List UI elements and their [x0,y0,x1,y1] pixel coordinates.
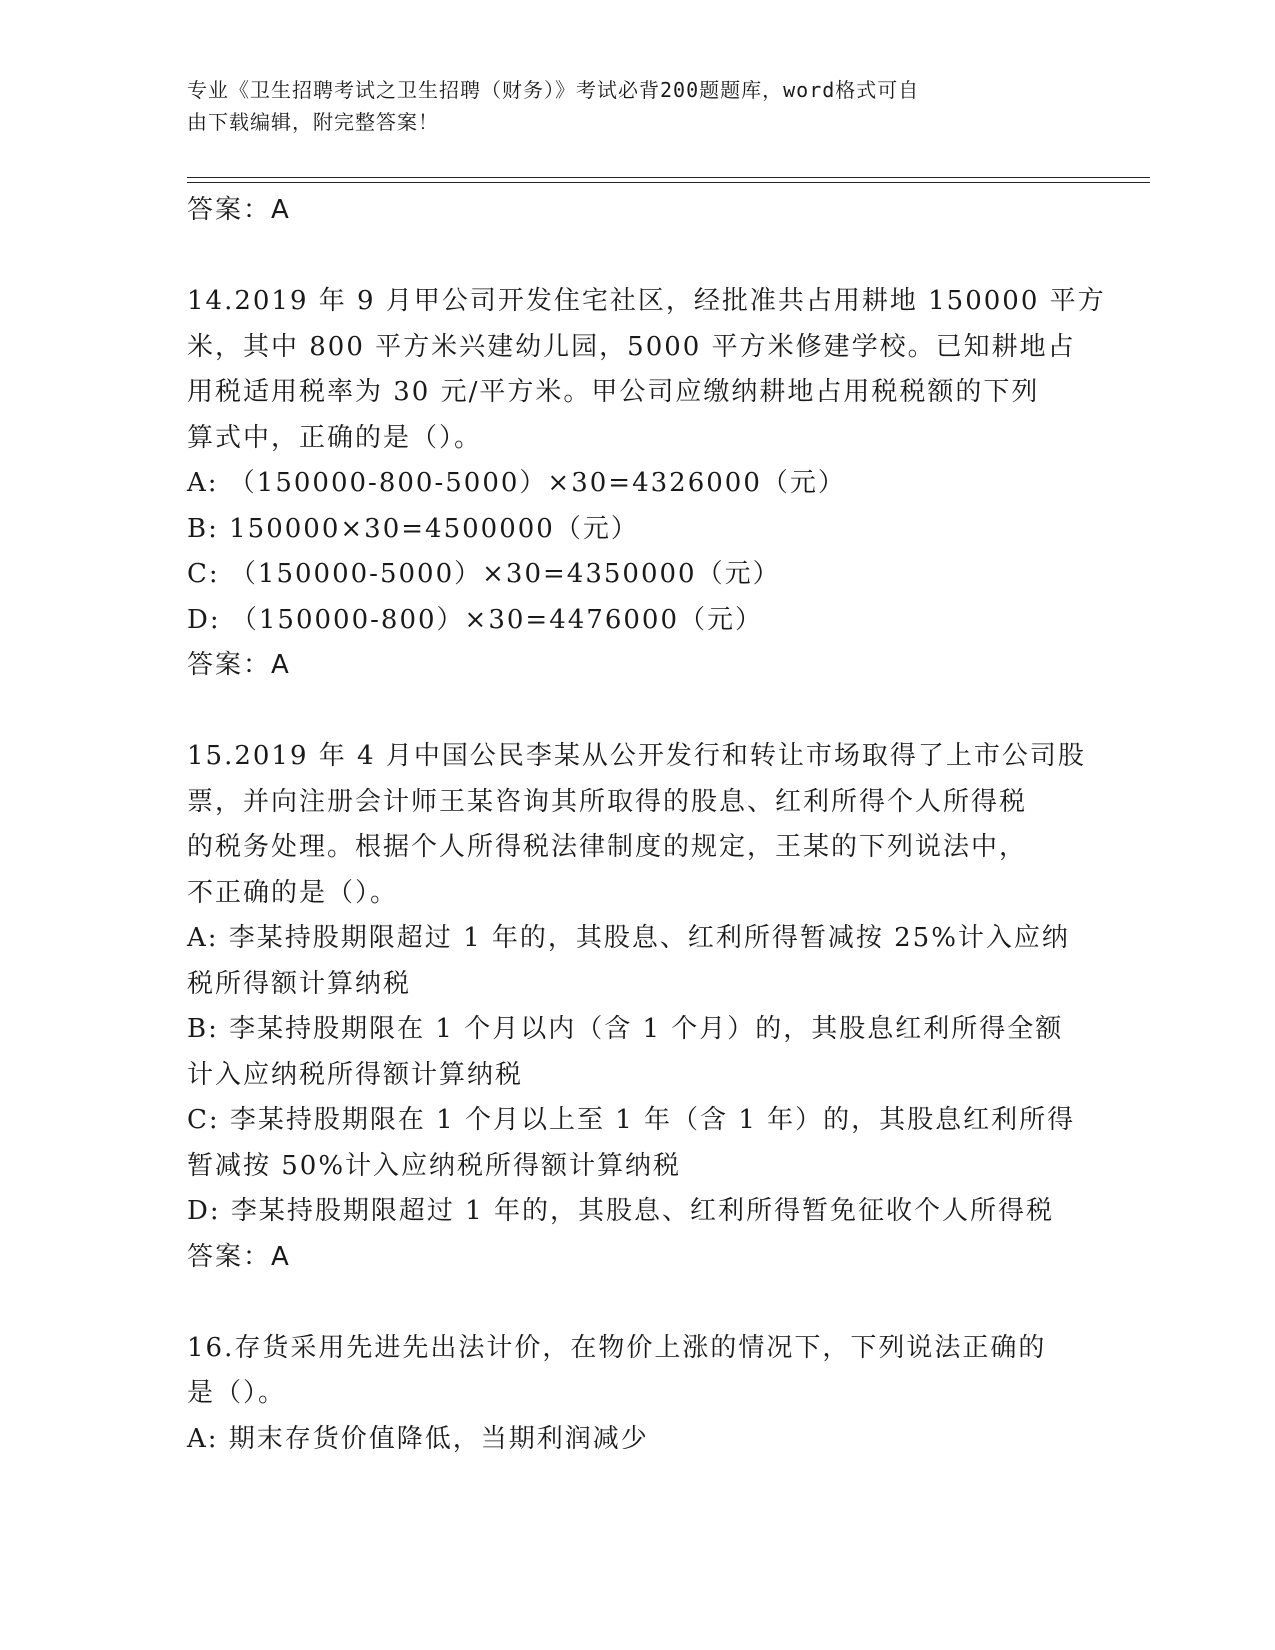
question-15 [187,734,1087,1280]
question-text-line: 是（）。 [187,1378,287,1408]
question-text-line: 的税务处理。根据个人所得税法律制度的规定，王某的下列说法中， [187,832,1028,862]
document-header [187,74,1067,138]
answer-label: 答案：A [187,650,291,680]
question-text-line: 用税适用税率为 30 元/平方米。甲公司应缴纳耕地占用税税额的下列 [187,377,1040,407]
question-text-line: 不正确的是（）。 [187,877,399,908]
option-c-continued: 暂减按 50%计入应纳税所得额计算纳税 [187,1150,682,1181]
spacer [187,689,1087,735]
option-a-continued: 税所得额计算纳税 [187,968,412,999]
option-a: A: 期末存货价值降低，当期利润减少 [187,1423,649,1454]
spacer [187,1280,1087,1326]
question-text-line: 14.2019 年 9 月甲公司开发住宅社区，经批准共占用耕地 150000 平方 [187,286,1106,316]
option-d: D: 李某持股期限超过 1 年的，其股息、红利所得暂免征收个人所得税 [187,1196,1054,1226]
question-text-line: 算式中，正确的是（）。 [187,422,483,453]
question-16 [187,1326,1087,1463]
question-text-line: 米，其中 800 平方米兴建幼儿园，5000 平方米修建学校。已知耕地占 [187,331,1076,362]
answer-label: 答案：A [187,195,291,225]
header-divider [187,177,1150,178]
option-a: A: 李某持股期限超过 1 年的，其股息、红利所得暂减按 25%计入应纳 [187,923,1070,953]
option-c: C: （150000-5000）×30=4350000（元） [187,559,781,589]
question-text-line: 16.存货采用先进先出法计价，在物价上涨的情况下，下列说法正确的 [187,1332,1047,1363]
option-d: D: （150000-800）×30=4476000（元） [187,604,763,635]
option-b: B: 150000×30=4500000（元） [187,513,639,544]
question-14 [187,279,1106,689]
header-line: 专业《卫生招聘考试之卫生招聘（财务）》考试必背200题题库，word格式可自 [187,78,920,102]
question-text-line: 15.2019 年 4 月中国公民李某从公开发行和转让市场取得了上市公司股 [187,741,1086,771]
document-body [187,188,1106,1462]
option-b: B: 李某持股期限在 1 个月以内（含 1 个月）的，其股息红利所得全额 [187,1014,1064,1044]
header-line: 由下载编辑，附完整答案！ [187,110,439,134]
answer-label: 答案：A [187,1241,291,1272]
question-text-line: 票，并向注册会计师王某咨询其所取得的股息、红利所得个人所得税 [187,786,1028,817]
option-a: A: （150000-800-5000）×30=4326000（元） [187,468,846,498]
option-b-continued: 计入应纳税所得额计算纳税 [187,1059,524,1090]
option-c: C: 李某持股期限在 1 个月以上至 1 年（含 1 年）的，其股息红利所得 [187,1105,1076,1135]
header-divider [187,182,1150,183]
spacer [187,234,1087,280]
